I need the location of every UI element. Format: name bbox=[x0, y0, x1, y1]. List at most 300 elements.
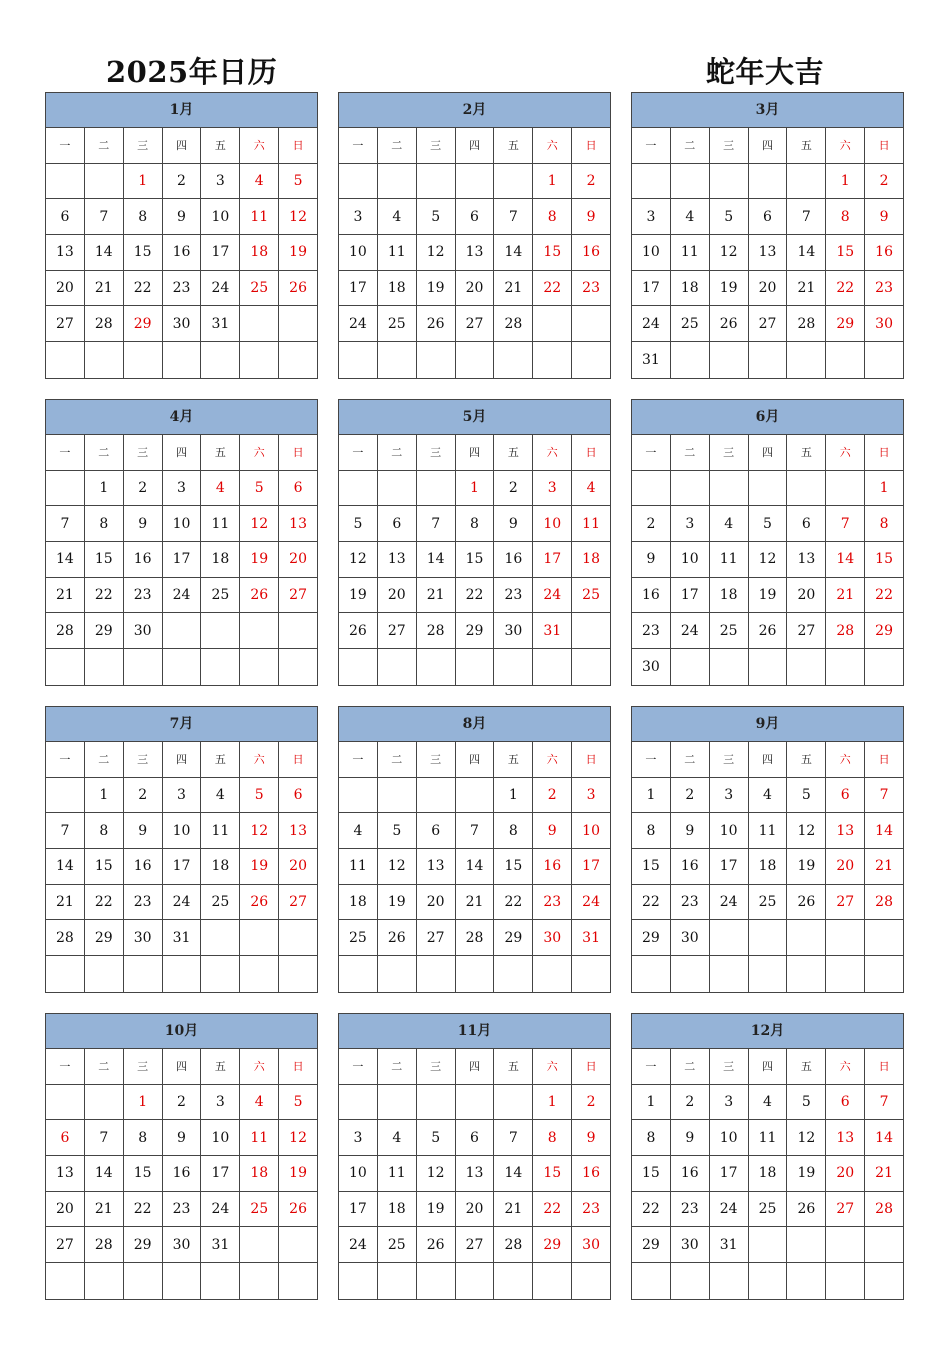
day-cell: 23 bbox=[875, 280, 893, 297]
day-cell: 6 bbox=[749, 199, 788, 234]
day-cell: 18 bbox=[710, 578, 749, 613]
calendar-title: 2025年日历 bbox=[106, 55, 278, 89]
day-cell bbox=[240, 920, 279, 955]
day-cell bbox=[339, 164, 378, 199]
weekday-row bbox=[46, 435, 317, 471]
month-block bbox=[338, 706, 611, 993]
day-cell: 16 bbox=[582, 244, 600, 261]
day-cell bbox=[533, 1263, 572, 1299]
weekday-label: 六 bbox=[240, 1049, 279, 1084]
week-row bbox=[46, 956, 317, 992]
week-row bbox=[46, 613, 317, 649]
day-cell: 8 bbox=[826, 199, 865, 234]
day-cell: 24 bbox=[339, 306, 378, 341]
weekday-label: 五 bbox=[201, 435, 240, 470]
weekday-label: 四 bbox=[456, 742, 495, 777]
day-cell: 13 bbox=[826, 813, 865, 848]
month-header: 2月 bbox=[339, 93, 610, 128]
week-row bbox=[632, 306, 903, 342]
day-cell: 9 bbox=[586, 208, 596, 225]
day-cell: 16 bbox=[494, 542, 533, 577]
day-cell: 25 bbox=[378, 306, 417, 341]
week-row bbox=[339, 342, 610, 378]
day-cell bbox=[456, 164, 495, 199]
day-cell: 3 bbox=[201, 1085, 240, 1120]
month-block bbox=[631, 706, 904, 993]
month-block bbox=[338, 399, 611, 686]
day-cell: 25 bbox=[749, 1192, 788, 1227]
day-cell: 1 bbox=[85, 471, 124, 506]
day-cell: 25 bbox=[378, 1227, 417, 1262]
day-cell: 2 bbox=[586, 173, 596, 190]
day-cell: 1 bbox=[494, 778, 533, 813]
day-cell: 6 bbox=[293, 480, 303, 497]
day-cell bbox=[787, 956, 826, 992]
weekday-label: 一 bbox=[339, 128, 378, 163]
day-cell: 2 bbox=[671, 1085, 710, 1120]
day-cell: 13 bbox=[456, 235, 495, 270]
day-cell: 17 bbox=[339, 1192, 378, 1227]
day-cell: 29 bbox=[632, 920, 671, 955]
week-row bbox=[632, 342, 903, 378]
day-cell: 21 bbox=[494, 1192, 533, 1227]
day-cell bbox=[378, 342, 417, 378]
week-row bbox=[46, 271, 317, 307]
greeting-title: 蛇年大吉 bbox=[706, 55, 825, 89]
weekday-label: 四 bbox=[163, 128, 202, 163]
day-cell: 2 bbox=[533, 778, 572, 813]
day-cell bbox=[46, 471, 85, 506]
day-cell: 15 bbox=[875, 551, 893, 568]
day-cell: 18 bbox=[582, 551, 600, 568]
month-block bbox=[45, 706, 318, 993]
day-cell: 1 bbox=[632, 1085, 671, 1120]
day-cell: 23 bbox=[533, 885, 572, 920]
day-cell: 17 bbox=[710, 1156, 749, 1191]
day-cell: 28 bbox=[46, 920, 85, 955]
week-row bbox=[46, 164, 317, 200]
day-cell: 14 bbox=[85, 235, 124, 270]
weekday-label: 日 bbox=[878, 139, 890, 153]
day-cell bbox=[865, 342, 903, 378]
month-header: 5月 bbox=[339, 400, 610, 435]
weekday-label: 三 bbox=[417, 1049, 456, 1084]
weekday-label: 一 bbox=[339, 1049, 378, 1084]
day-cell: 20 bbox=[456, 1192, 495, 1227]
day-cell: 12 bbox=[417, 1156, 456, 1191]
day-cell: 9 bbox=[124, 813, 163, 848]
day-cell: 19 bbox=[417, 271, 456, 306]
day-cell: 12 bbox=[240, 813, 279, 848]
week-row bbox=[339, 920, 610, 956]
month-block bbox=[45, 1013, 318, 1300]
day-cell: 7 bbox=[46, 506, 85, 541]
day-cell bbox=[279, 956, 317, 992]
week-row bbox=[632, 471, 903, 507]
day-cell: 25 bbox=[749, 885, 788, 920]
day-cell bbox=[378, 649, 417, 685]
day-cell: 23 bbox=[671, 885, 710, 920]
week-row bbox=[46, 578, 317, 614]
day-cell: 23 bbox=[124, 578, 163, 613]
weekday-label: 日 bbox=[585, 753, 597, 767]
day-cell: 16 bbox=[632, 578, 671, 613]
day-cell: 19 bbox=[417, 1192, 456, 1227]
weekday-row bbox=[339, 128, 610, 164]
day-cell bbox=[46, 956, 85, 992]
day-cell: 22 bbox=[826, 271, 865, 306]
day-cell: 12 bbox=[417, 235, 456, 270]
day-cell: 9 bbox=[632, 542, 671, 577]
day-cell: 13 bbox=[289, 515, 307, 532]
day-cell bbox=[865, 649, 903, 685]
weekday-label: 六 bbox=[533, 128, 572, 163]
weekday-label: 日 bbox=[585, 1060, 597, 1074]
day-cell bbox=[671, 956, 710, 992]
day-cell bbox=[572, 306, 610, 341]
weekday-label: 日 bbox=[292, 753, 304, 767]
week-row bbox=[632, 956, 903, 992]
weekday-label: 一 bbox=[46, 435, 85, 470]
week-row bbox=[339, 471, 610, 507]
weekday-label: 三 bbox=[124, 1049, 163, 1084]
day-cell: 28 bbox=[787, 306, 826, 341]
day-cell: 13 bbox=[378, 542, 417, 577]
day-cell: 17 bbox=[339, 271, 378, 306]
day-cell: 19 bbox=[749, 578, 788, 613]
day-cell: 22 bbox=[124, 1192, 163, 1227]
day-cell: 16 bbox=[124, 542, 163, 577]
day-cell: 30 bbox=[875, 315, 893, 332]
weekday-label: 三 bbox=[710, 1049, 749, 1084]
day-cell bbox=[279, 342, 317, 378]
day-cell: 30 bbox=[494, 613, 533, 648]
week-row bbox=[632, 778, 903, 814]
day-cell: 8 bbox=[533, 1120, 572, 1155]
day-cell: 12 bbox=[289, 208, 307, 225]
day-cell bbox=[378, 1263, 417, 1299]
day-cell: 6 bbox=[293, 787, 303, 804]
day-cell: 14 bbox=[494, 235, 533, 270]
weekday-label: 一 bbox=[46, 128, 85, 163]
day-cell: 18 bbox=[240, 1156, 279, 1191]
day-cell: 8 bbox=[456, 506, 495, 541]
weekday-label: 六 bbox=[826, 742, 865, 777]
day-cell: 6 bbox=[826, 1085, 865, 1120]
weekday-label: 一 bbox=[339, 742, 378, 777]
month-header: 9月 bbox=[632, 707, 903, 742]
day-cell: 10 bbox=[533, 506, 572, 541]
day-cell: 14 bbox=[494, 1156, 533, 1191]
day-cell: 5 bbox=[240, 471, 279, 506]
weekday-label: 二 bbox=[671, 1049, 710, 1084]
day-cell: 8 bbox=[632, 1120, 671, 1155]
day-cell: 14 bbox=[875, 822, 893, 839]
week-row bbox=[339, 849, 610, 885]
day-cell: 13 bbox=[787, 542, 826, 577]
day-cell: 14 bbox=[456, 849, 495, 884]
day-cell bbox=[710, 471, 749, 506]
day-cell bbox=[671, 649, 710, 685]
day-cell: 30 bbox=[533, 920, 572, 955]
week-row bbox=[46, 1085, 317, 1121]
day-cell: 8 bbox=[85, 506, 124, 541]
day-cell: 1 bbox=[124, 164, 163, 199]
day-cell bbox=[417, 342, 456, 378]
day-cell: 4 bbox=[201, 778, 240, 813]
weekday-label: 二 bbox=[85, 1049, 124, 1084]
day-cell bbox=[787, 471, 826, 506]
day-cell bbox=[494, 1263, 533, 1299]
day-cell: 24 bbox=[710, 885, 749, 920]
day-cell: 11 bbox=[671, 235, 710, 270]
week-row bbox=[632, 578, 903, 614]
day-cell bbox=[671, 342, 710, 378]
day-cell: 18 bbox=[339, 885, 378, 920]
day-cell: 2 bbox=[163, 1085, 202, 1120]
day-cell bbox=[378, 164, 417, 199]
day-cell: 10 bbox=[710, 1120, 749, 1155]
day-cell bbox=[456, 956, 495, 992]
day-cell: 17 bbox=[671, 578, 710, 613]
day-cell: 24 bbox=[339, 1227, 378, 1262]
week-row bbox=[339, 1263, 610, 1299]
weekday-label: 日 bbox=[292, 1060, 304, 1074]
day-cell: 10 bbox=[201, 199, 240, 234]
weekday-label: 日 bbox=[585, 139, 597, 153]
day-cell: 19 bbox=[378, 885, 417, 920]
week-row bbox=[339, 1085, 610, 1121]
weekday-label: 二 bbox=[378, 435, 417, 470]
day-cell: 12 bbox=[787, 1120, 826, 1155]
day-cell: 23 bbox=[671, 1192, 710, 1227]
day-cell: 7 bbox=[494, 199, 533, 234]
day-cell bbox=[201, 1263, 240, 1299]
day-cell bbox=[163, 613, 202, 648]
day-cell: 13 bbox=[456, 1156, 495, 1191]
weekday-label: 五 bbox=[494, 742, 533, 777]
day-cell bbox=[417, 1085, 456, 1120]
week-row bbox=[46, 885, 317, 921]
day-cell: 7 bbox=[85, 199, 124, 234]
week-row bbox=[339, 956, 610, 992]
week-row bbox=[46, 1156, 317, 1192]
day-cell: 26 bbox=[417, 1227, 456, 1262]
weekday-label: 四 bbox=[749, 435, 788, 470]
day-cell: 28 bbox=[417, 613, 456, 648]
day-cell: 25 bbox=[339, 920, 378, 955]
day-cell: 15 bbox=[494, 849, 533, 884]
weekday-row bbox=[339, 1049, 610, 1085]
day-cell: 22 bbox=[875, 587, 893, 604]
day-cell: 21 bbox=[875, 1165, 893, 1182]
month-header: 12月 bbox=[632, 1014, 903, 1049]
weekday-label: 二 bbox=[671, 435, 710, 470]
day-cell bbox=[494, 956, 533, 992]
day-cell: 13 bbox=[417, 849, 456, 884]
day-cell bbox=[279, 1263, 317, 1299]
day-cell bbox=[865, 920, 903, 955]
day-cell: 20 bbox=[826, 1156, 865, 1191]
month-block bbox=[338, 1013, 611, 1300]
weekday-label: 三 bbox=[417, 742, 456, 777]
week-row bbox=[339, 1120, 610, 1156]
day-cell: 26 bbox=[787, 1192, 826, 1227]
day-cell: 1 bbox=[124, 1085, 163, 1120]
day-cell bbox=[749, 164, 788, 199]
day-cell: 27 bbox=[378, 613, 417, 648]
day-cell bbox=[533, 649, 572, 685]
day-cell bbox=[240, 306, 279, 341]
day-cell bbox=[826, 920, 865, 955]
day-cell: 17 bbox=[710, 849, 749, 884]
day-cell bbox=[378, 778, 417, 813]
weekday-label: 四 bbox=[456, 1049, 495, 1084]
day-cell: 11 bbox=[749, 813, 788, 848]
day-cell: 5 bbox=[378, 813, 417, 848]
day-cell: 5 bbox=[417, 199, 456, 234]
day-cell: 23 bbox=[582, 280, 600, 297]
day-cell: 28 bbox=[875, 894, 893, 911]
day-cell: 27 bbox=[787, 613, 826, 648]
day-cell bbox=[85, 956, 124, 992]
day-cell: 26 bbox=[240, 578, 279, 613]
day-cell: 10 bbox=[710, 813, 749, 848]
day-cell: 18 bbox=[240, 235, 279, 270]
month-header: 3月 bbox=[632, 93, 903, 128]
week-row bbox=[632, 1263, 903, 1299]
day-cell bbox=[710, 164, 749, 199]
day-cell: 24 bbox=[201, 271, 240, 306]
day-cell bbox=[749, 1263, 788, 1299]
day-cell bbox=[710, 920, 749, 955]
day-cell: 21 bbox=[494, 271, 533, 306]
week-row bbox=[46, 199, 317, 235]
day-cell: 2 bbox=[671, 778, 710, 813]
day-cell bbox=[533, 342, 572, 378]
day-cell: 12 bbox=[240, 506, 279, 541]
day-cell: 24 bbox=[671, 613, 710, 648]
day-cell: 30 bbox=[163, 1227, 202, 1262]
day-cell: 11 bbox=[582, 515, 600, 532]
day-cell: 8 bbox=[632, 813, 671, 848]
day-cell: 28 bbox=[494, 1227, 533, 1262]
day-cell: 22 bbox=[632, 1192, 671, 1227]
day-cell: 29 bbox=[124, 306, 163, 341]
day-cell: 30 bbox=[632, 649, 671, 685]
day-cell: 10 bbox=[671, 542, 710, 577]
week-row bbox=[632, 164, 903, 200]
weekday-label: 日 bbox=[878, 1060, 890, 1074]
day-cell bbox=[671, 164, 710, 199]
week-row bbox=[632, 1085, 903, 1121]
day-cell: 1 bbox=[533, 1085, 572, 1120]
day-cell bbox=[124, 649, 163, 685]
day-cell bbox=[46, 778, 85, 813]
day-cell: 15 bbox=[632, 1156, 671, 1191]
weekday-label: 五 bbox=[201, 128, 240, 163]
weekday-label: 四 bbox=[456, 128, 495, 163]
weekday-label: 一 bbox=[339, 435, 378, 470]
weekday-label: 三 bbox=[417, 128, 456, 163]
day-cell: 30 bbox=[671, 1227, 710, 1262]
month-header: 11月 bbox=[339, 1014, 610, 1049]
day-cell bbox=[201, 342, 240, 378]
week-row bbox=[632, 235, 903, 271]
day-cell: 19 bbox=[289, 244, 307, 261]
day-cell: 2 bbox=[494, 471, 533, 506]
day-cell: 10 bbox=[201, 1120, 240, 1155]
day-cell: 25 bbox=[201, 885, 240, 920]
day-cell: 24 bbox=[533, 578, 572, 613]
weekday-label: 五 bbox=[787, 128, 826, 163]
week-row bbox=[46, 306, 317, 342]
day-cell bbox=[710, 342, 749, 378]
day-cell bbox=[632, 1263, 671, 1299]
weekday-label: 六 bbox=[240, 435, 279, 470]
week-row bbox=[46, 235, 317, 271]
day-cell: 14 bbox=[417, 542, 456, 577]
weekday-label: 三 bbox=[417, 435, 456, 470]
day-cell bbox=[787, 342, 826, 378]
day-cell: 5 bbox=[293, 1094, 303, 1111]
week-row bbox=[632, 1227, 903, 1263]
day-cell bbox=[494, 649, 533, 685]
day-cell bbox=[339, 1085, 378, 1120]
day-cell: 2 bbox=[632, 506, 671, 541]
day-cell: 28 bbox=[456, 920, 495, 955]
weekday-label: 一 bbox=[46, 742, 85, 777]
day-cell: 20 bbox=[787, 578, 826, 613]
day-cell: 3 bbox=[339, 1120, 378, 1155]
day-cell bbox=[46, 164, 85, 199]
day-cell: 7 bbox=[46, 813, 85, 848]
day-cell: 10 bbox=[632, 235, 671, 270]
weekday-label: 三 bbox=[710, 742, 749, 777]
day-cell: 8 bbox=[533, 199, 572, 234]
day-cell bbox=[240, 613, 279, 648]
day-cell bbox=[279, 649, 317, 685]
week-row bbox=[46, 1263, 317, 1299]
week-row bbox=[46, 1120, 317, 1156]
day-cell: 26 bbox=[787, 885, 826, 920]
day-cell bbox=[279, 613, 317, 648]
day-cell: 17 bbox=[163, 849, 202, 884]
day-cell bbox=[417, 778, 456, 813]
month-header: 7月 bbox=[46, 707, 317, 742]
weekday-label: 一 bbox=[632, 742, 671, 777]
day-cell: 10 bbox=[339, 1156, 378, 1191]
day-cell bbox=[632, 471, 671, 506]
weekday-label: 四 bbox=[456, 435, 495, 470]
day-cell: 26 bbox=[240, 885, 279, 920]
day-cell bbox=[85, 164, 124, 199]
weekday-row bbox=[632, 128, 903, 164]
day-cell: 6 bbox=[378, 506, 417, 541]
day-cell bbox=[163, 1263, 202, 1299]
day-cell: 14 bbox=[46, 542, 85, 577]
day-cell: 31 bbox=[201, 1227, 240, 1262]
week-row bbox=[46, 813, 317, 849]
day-cell bbox=[378, 1085, 417, 1120]
day-cell: 4 bbox=[671, 199, 710, 234]
day-cell bbox=[378, 471, 417, 506]
day-cell: 11 bbox=[240, 1120, 279, 1155]
day-cell bbox=[572, 613, 610, 648]
weekday-label: 日 bbox=[878, 446, 890, 460]
day-cell: 4 bbox=[378, 1120, 417, 1155]
day-cell bbox=[826, 649, 865, 685]
